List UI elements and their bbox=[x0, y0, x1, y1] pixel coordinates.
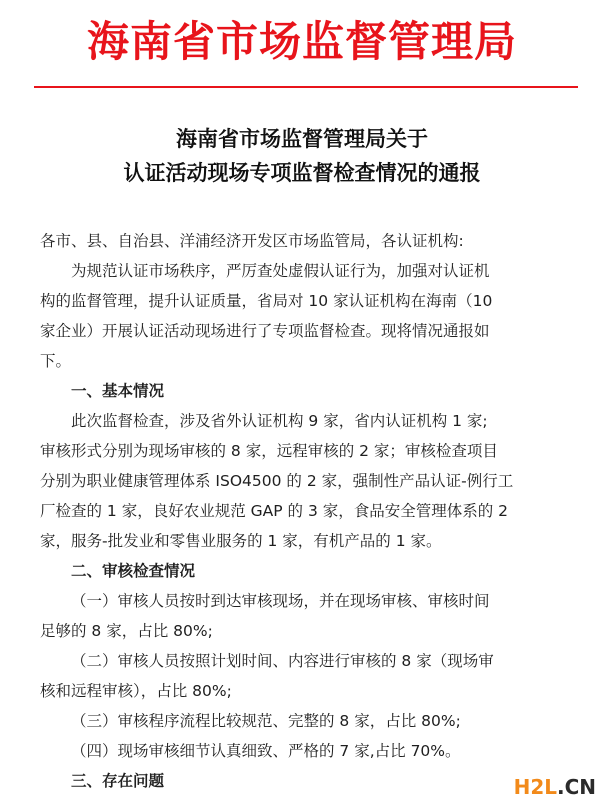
salutation: 各市、县、自治县、洋浦经济开发区市场监管局，各认证机构: bbox=[40, 232, 464, 250]
document-title-line-2: 认证活动现场专项监督检查情况的通报 bbox=[123, 160, 481, 185]
paragraph-line: 家，服务-批发业和零售业服务的 1 家，有机产品的 1 家。 bbox=[40, 532, 442, 550]
paragraph-line: 下。 bbox=[40, 352, 72, 370]
paragraph-line: 此次监督检查，涉及省外认证机构 9 家，省内认证机构 1 家; bbox=[71, 412, 488, 430]
list-item-line: （二）审核人员按照计划时间、内容进行审核的 8 家（现场审 bbox=[71, 652, 494, 670]
agency-masthead: 海南省市场监督管理局 bbox=[86, 17, 517, 66]
list-item-line: 核和远程审核），占比 80%; bbox=[40, 682, 232, 700]
list-item-line: 足够的 8 家，占比 80%; bbox=[40, 622, 213, 640]
paragraph-line: 分别为职业健康管理体系 ISO4500 的 2 家，强制性产品认证-例行工 bbox=[40, 472, 514, 490]
document-title-line-1: 海南省市场监督管理局关于 bbox=[176, 126, 428, 151]
watermark-h2l: H2L bbox=[513, 775, 557, 799]
document-body bbox=[40, 226, 564, 796]
site-watermark bbox=[514, 774, 596, 800]
paragraph-line: 构的监督管理，提升认证质量，省局对 10 家认证机构在海南（10 bbox=[40, 292, 493, 310]
section-heading-audit-inspection: 二、审核检查情况 bbox=[71, 562, 196, 580]
paragraph-line: 厂检查的 1 家，良好农业规范 GAP 的 3 家，食品安全管理体系的 2 bbox=[40, 502, 509, 520]
masthead-divider bbox=[34, 86, 578, 88]
list-item-line: （一）审核人员按时到达审核现场，并在现场审核、审核时间 bbox=[71, 592, 490, 610]
list-item-line: （三）审核程序流程比较规范、完整的 8 家，占比 80%; bbox=[71, 712, 461, 730]
document-title bbox=[0, 122, 604, 190]
list-item-line: （四）现场审核细节认真细致、严格的 7 家,占比 70%。 bbox=[71, 742, 461, 760]
section-heading-problems: 三、存在问题 bbox=[71, 772, 165, 790]
section-heading-basic-info: 一、基本情况 bbox=[71, 382, 165, 400]
paragraph-line: 为规范认证市场秩序，严厉查处虚假认证行为，加强对认证机 bbox=[71, 262, 490, 280]
paragraph-line: 审核形式分别为现场审核的 8 家，远程审核的 2 家；审核检查项目 bbox=[40, 442, 498, 460]
watermark-cn: .CN bbox=[556, 775, 596, 799]
paragraph-line: 家企业）开展认证活动现场进行了专项监督检查。现将情况通报如 bbox=[40, 322, 490, 340]
